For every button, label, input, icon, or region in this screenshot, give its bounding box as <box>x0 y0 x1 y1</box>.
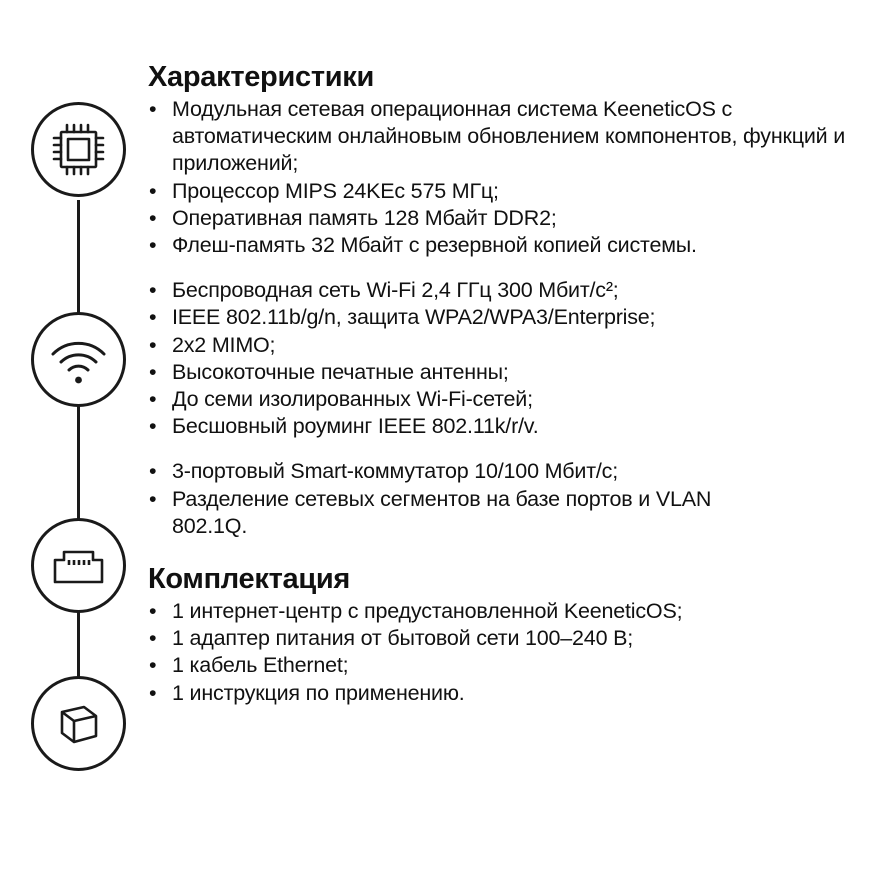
wifi-icon <box>31 312 126 407</box>
box-icon <box>31 676 126 771</box>
list-item: • Оперативная память 128 Мбайт DDR2; <box>148 205 858 232</box>
list-item: • Процессор MIPS 24KEc 575 МГц; <box>148 178 858 205</box>
characteristics-group-system <box>148 96 858 259</box>
list-item: • Бесшовный роуминг IEEE 802.11k/r/v. <box>148 413 858 440</box>
ethernet-port-icon <box>31 518 126 613</box>
list-item: • IEEE 802.11b/g/n, защита WPA2/WPA3/Enterprise; <box>148 304 858 331</box>
list-item: • Разделение сетевых сегментов на базе портов и VLAN 802.1Q. <box>148 486 772 540</box>
list-item: • Модульная сетевая операционная система KeeneticOS с автоматическим онлайновым обновлением компонентов, функций и приложений; <box>148 96 858 178</box>
list-item: • 1 кабель Ethernet; <box>148 652 858 679</box>
characteristics-title: Характеристики <box>148 61 375 93</box>
list-item: • 1 инструкция по применению. <box>148 680 858 707</box>
list-item: • До семи изолированных Wi-Fi-сетей; <box>148 386 858 413</box>
characteristics-group-switch <box>148 458 858 540</box>
cpu-chip-icon <box>31 102 126 197</box>
spec-content <box>148 58 858 707</box>
list-item: • 1 адаптер питания от бытовой сети 100–240 В; <box>148 625 858 652</box>
list-item: • Флеш-память 32 Мбайт с резервной копией системы. <box>148 232 858 259</box>
list-item: • 1 интернет-центр с предустановленной KeeneticOS; <box>148 598 858 625</box>
list-item: • 2x2 MIMO; <box>148 332 858 359</box>
list-item: • 3-портовый Smart-коммутатор 10/100 Мбит/с; <box>148 458 858 485</box>
package-list <box>148 598 858 707</box>
package-title: Комплектация <box>148 563 350 596</box>
list-item: • Высокоточные печатные антенны; <box>148 359 858 386</box>
list-item: • Беспроводная сеть Wi-Fi 2,4 ГГц 300 Мбит/с²; <box>148 277 858 304</box>
characteristics-group-wifi <box>148 277 858 440</box>
